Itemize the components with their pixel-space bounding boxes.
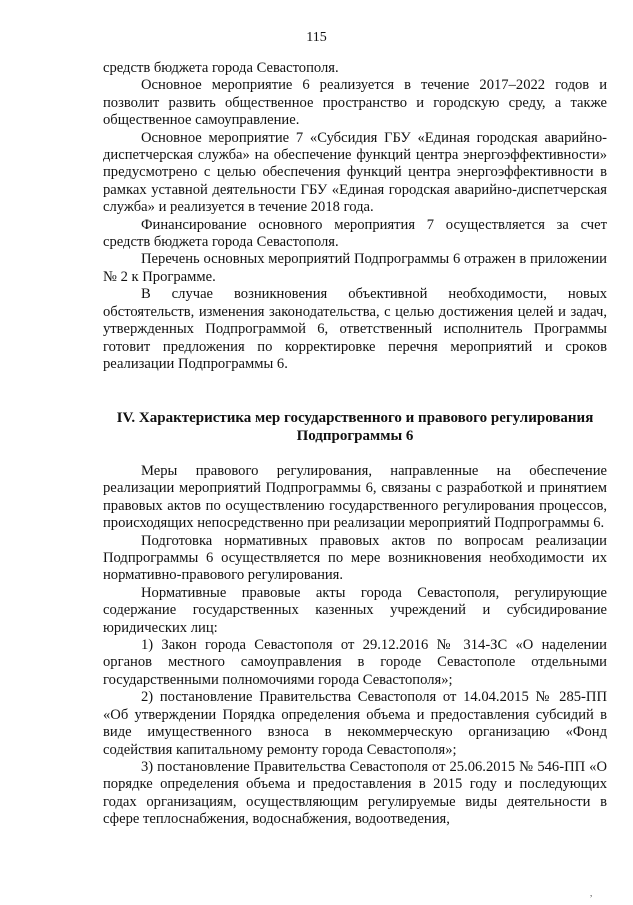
paragraph-activity-7: Основное мероприятие 7 «Субсидия ГБУ «Единая городская аварийно-диспетчерская служба» на обеспечение функций центра энергоэффективности» предусмотрено с целью обеспечения функций центра энергоэффективности в рамках уставной деятельности ГБУ «Единая городская аварийно-диспетчерская служба» и реализуется в течение 2018 года. [103,129,607,216]
paragraph-adjustments: В случае возникновения объективной необходимости, новых обстоятельств, изменения законодательства, с целью достижения целей и задач, утвержденных Подпрограммой 6, ответственный исполнитель Программы готовит предложения по корректировке перечня мероприятий и сроков реализации Подпрограммы 6. [103,286,607,372]
section-heading [103,409,607,445]
paragraph-budget-continuation: средств бюджета города Севастополя. [103,60,339,76]
paragraph-legal-measures: Меры правового регулирования, направленные на обеспечение реализации мероприятий Подпрограммы 6, связаны с разработкой и принятием правовых актов по осуществлению государственного регулирования процессов, происходящих непосредственно при реализации мероприятий Подпрограммы 6. [103,463,607,532]
paragraph-activity-6: Основное мероприятие 6 реализуется в течение 2017–2022 годов и позволит развить общественное пространство и городскую среду, а также общественное самоуправление. [103,77,607,129]
page-number: 115 [306,30,327,45]
list-item-resolution-546: 3) постановление Правительства Севастополя от 25.06.2015 № 546-ПП «О порядке определения объема и предоставления в 2015 году и последующих годах организациям, осуществляющим регулируемые виды деятельности в сфере теплоснабжения, водоснабжения, водоотведения, [103,758,607,828]
paragraph-preparation-of-acts: Подготовка нормативных правовых актов по вопросам реализации Подпрограммы 6 осуществляется по мере возникновения необходимости их нормативно-правового регулирования. [103,532,607,584]
list-item-law: 1) Закон города Севастополя от 29.12.2016 № 314-ЗС «О наделении органов местного самоуправления в городе Севастополе отдельными государственными полномочиями города Севастополя»; [103,637,607,688]
section-heading-line-1: IV. Характеристика мер государственного и правового регулирования [116,410,594,426]
paragraph-list-of-activities: Перечень основных мероприятий Подпрограммы 6 отражен в приложении № 2 к Программе. [103,251,607,285]
paragraph-normative-acts: Нормативные правовые акты города Севастополя, регулирующие содержание государственных казенных учреждений и субсидирование юридических лиц: [103,584,607,636]
list-item-resolution-285: 2) постановление Правительства Севастополя от 14.04.2015 № 285-ПП «Об утверждении Порядка определения объема и предоставления субсидий в виде имущественного взноса в некоммерческую организацию «Фонд содействия капитальному ремонту города Севастополя»; [103,689,607,758]
top-text-section [103,60,607,373]
scan-mark: , [590,888,593,898]
bottom-text-section [103,463,607,829]
section-heading-line-2: Подпрограммы 6 [296,428,414,444]
paragraph-financing: Финансирование основного мероприятия 7 осуществляется за счет средств бюджета города Севастополя. [103,216,607,251]
